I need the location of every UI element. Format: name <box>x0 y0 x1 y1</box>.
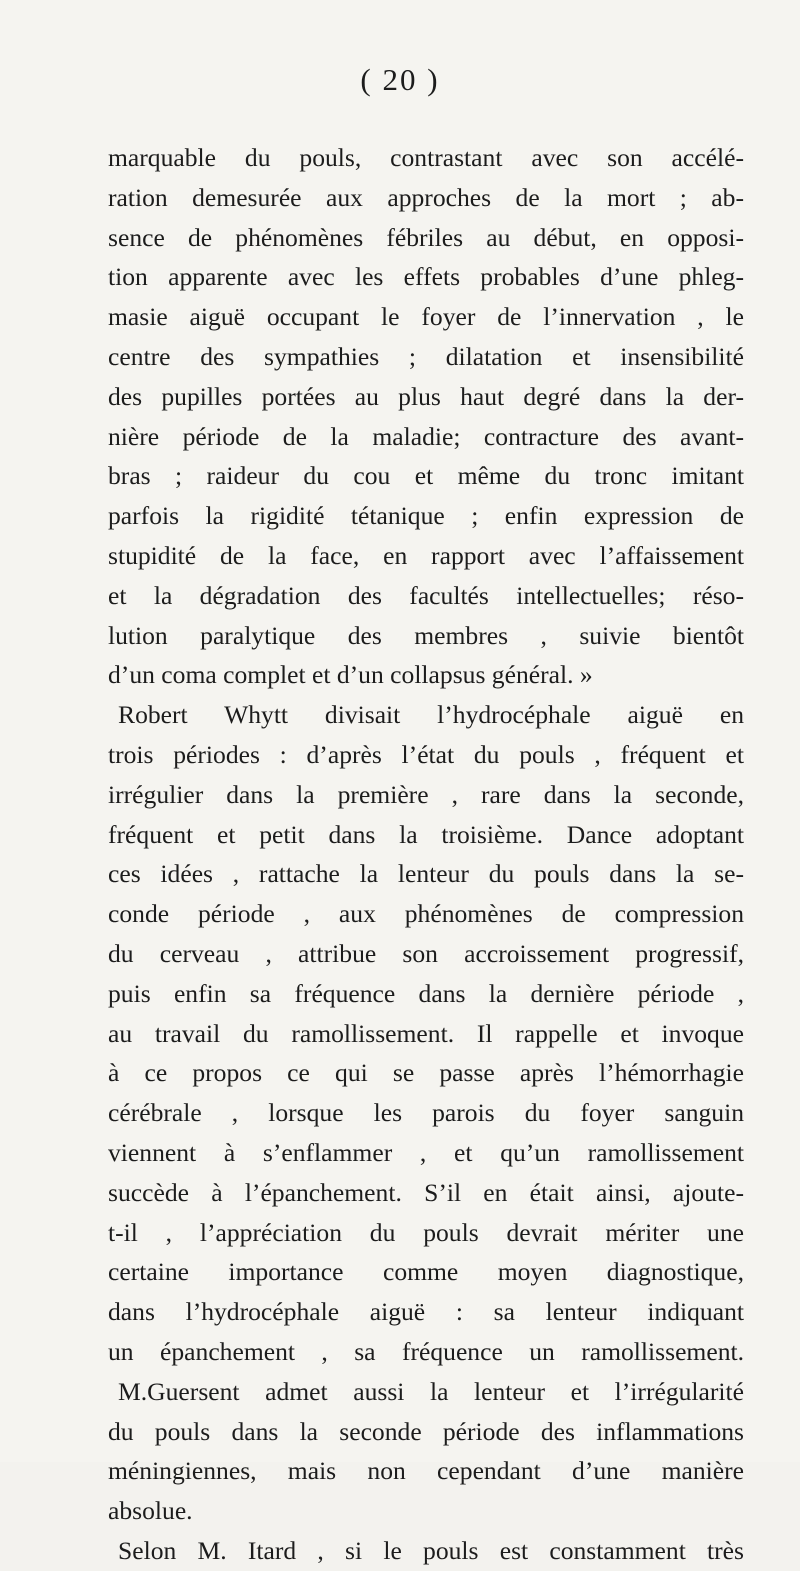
body-text <box>108 138 744 1571</box>
text-line: absolue. <box>108 1496 193 1526</box>
text-line: masie aiguë occupant le foyer de l’innervation , le <box>108 302 744 332</box>
text-line: et la dégradation des facultés intellectuelles; réso- <box>108 580 744 610</box>
text-line: cérébrale , lorsque les parois du foyer sanguin <box>108 1098 744 1128</box>
text-line: à ce propos ce qui se passe après l’hémorrhagie <box>108 1058 744 1088</box>
text-line: ration demesurée aux approches de la mort ; ab- <box>108 182 744 212</box>
text-line: certaine importance comme moyen diagnostique, <box>108 1257 744 1287</box>
text-line: du cerveau , attribue son accroissement progressif, <box>108 938 744 968</box>
text-line: trois périodes : d’après l’état du pouls , fréquent et <box>108 739 744 769</box>
text-line: marquable du pouls, contrastant avec son accélé- <box>108 143 744 172</box>
text-line: au travail du ramollissement. Il rappelle et invoque <box>108 1018 744 1048</box>
text-line: stupidité de la face, en rapport avec l’affaissement <box>108 540 744 570</box>
text-line: un épanchement , sa fréquence un ramollissement. <box>108 1336 744 1366</box>
text-line: méningiennes, mais non cependant d’une manière <box>108 1456 744 1486</box>
text-line: succède à l’épanchement. S’il en était ainsi, ajoute- <box>108 1177 744 1207</box>
text-line: d’un coma complet et d’un collapsus général. » <box>108 660 593 690</box>
text-line: irrégulier dans la première , rare dans la seconde, <box>108 779 744 809</box>
text-line: des pupilles portées au plus haut degré dans la der- <box>108 381 744 411</box>
text-line: ces idées , rattache la lenteur du pouls dans la se- <box>108 859 744 889</box>
page-number: ( 20 ) <box>360 62 440 97</box>
text-line: t-il , l’appréciation du pouls devrait mériter une <box>108 1217 744 1247</box>
text-line: bras ; raideur du cou et même du tronc imitant <box>108 461 744 491</box>
text-line: centre des sympathies ; dilatation et insensibilité <box>108 341 744 371</box>
text-line: viennent à s’enflammer , et qu’un ramollissement <box>108 1137 744 1167</box>
text-line: dans l’hydrocéphale aiguë : sa lenteur indiquant <box>108 1297 744 1327</box>
text-line: parfois la rigidité tétanique ; enfin expression de <box>108 501 744 531</box>
text-line: conde période , aux phénomènes de compression <box>108 899 744 929</box>
text-line: M.Guersent admet aussi la lenteur et l’irrégularité <box>118 1376 744 1406</box>
text-line: Selon M. Itard , si le pouls est constamment très <box>118 1535 744 1565</box>
text-line: nière période de la maladie; contracture des avant- <box>108 421 744 451</box>
text-line: Robert Whytt divisait l’hydrocéphale aiguë en <box>118 700 744 730</box>
text-line: puis enfin sa fréquence dans la dernière période , <box>108 978 744 1008</box>
text-line: lution paralytique des membres , suivie bientôt <box>108 620 744 650</box>
text-line: du pouls dans la seconde période des inflammations <box>108 1416 744 1446</box>
text-line: fréquent et petit dans la troisième. Dance adoptant <box>108 819 744 849</box>
text-line: tion apparente avec les effets probables d’une phleg- <box>108 262 744 292</box>
text-line: sence de phénomènes fébriles au début, en opposi- <box>108 222 744 252</box>
